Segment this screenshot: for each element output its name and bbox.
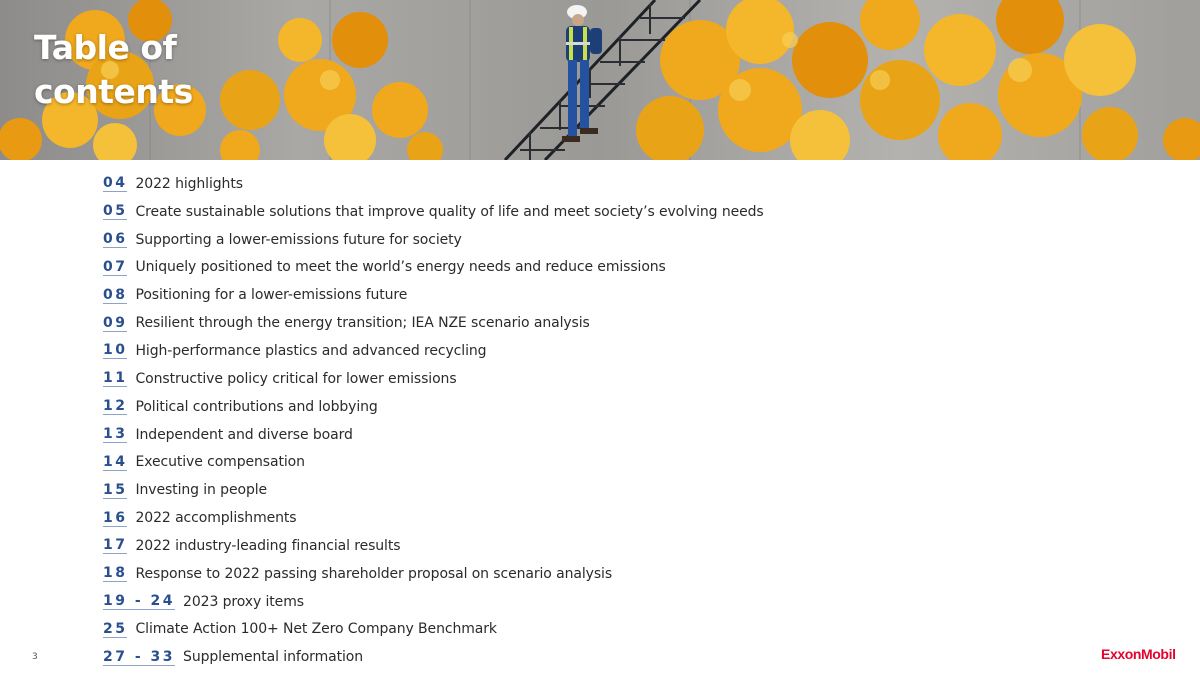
toc-item-label: 2022 industry-leading financial results bbox=[135, 537, 401, 554]
toc-item-label: High-performance plastics and advanced recycling bbox=[135, 342, 487, 359]
toc-item[interactable] bbox=[103, 560, 764, 588]
toc-item-label: Independent and diverse board bbox=[135, 426, 353, 443]
table-of-contents bbox=[103, 170, 764, 671]
toc-item[interactable] bbox=[103, 337, 764, 365]
toc-page-number: 10 bbox=[103, 342, 128, 359]
toc-item-label: Uniquely positioned to meet the world’s energy needs and reduce emissions bbox=[135, 259, 666, 276]
toc-item[interactable] bbox=[103, 448, 764, 476]
toc-page-number: 12 bbox=[103, 398, 128, 415]
toc-page-number: 18 bbox=[103, 565, 128, 582]
toc-item-label: 2023 proxy items bbox=[183, 593, 304, 610]
page-title-line-2: contents bbox=[34, 72, 193, 111]
toc-item[interactable] bbox=[103, 254, 764, 282]
toc-item[interactable] bbox=[103, 365, 764, 393]
worker-figure bbox=[562, 5, 602, 142]
toc-page-number: 07 bbox=[103, 258, 128, 275]
toc-item[interactable] bbox=[103, 504, 764, 532]
toc-item-label: Constructive policy critical for lower emissions bbox=[135, 370, 457, 387]
toc-page-number: 13 bbox=[103, 426, 128, 443]
toc-item-label: Supporting a lower-emissions future for society bbox=[135, 231, 462, 248]
toc-item-label: Create sustainable solutions that improve quality of life and meet society’s evolving needs bbox=[135, 203, 764, 220]
toc-item-label: Executive compensation bbox=[135, 454, 305, 471]
toc-page-number: 17 bbox=[103, 537, 128, 554]
toc-page-number: 15 bbox=[103, 481, 128, 498]
toc-item[interactable] bbox=[103, 616, 764, 644]
hero-photo bbox=[0, 0, 1200, 160]
page-title bbox=[34, 26, 193, 114]
toc-item[interactable] bbox=[103, 393, 764, 421]
toc-page-number: 25 bbox=[103, 620, 128, 637]
toc-page-number: 08 bbox=[103, 286, 128, 303]
toc-item[interactable] bbox=[103, 532, 764, 560]
page-title-line-1: Table of bbox=[34, 28, 177, 67]
toc-page-number: 16 bbox=[103, 509, 128, 526]
toc-item[interactable] bbox=[103, 421, 764, 449]
exxonmobil-logo: ExxonMobil bbox=[1101, 646, 1176, 662]
toc-page-number: 04 bbox=[103, 175, 128, 192]
toc-item-label: Investing in people bbox=[135, 482, 268, 499]
toc-item[interactable] bbox=[103, 226, 764, 254]
toc-item-label: Climate Action 100+ Net Zero Company Benchmark bbox=[135, 621, 497, 638]
toc-page-number: 14 bbox=[103, 453, 128, 470]
toc-page-number: 19 - 24 bbox=[103, 593, 176, 610]
toc-item[interactable] bbox=[103, 643, 764, 671]
toc-item[interactable] bbox=[103, 309, 764, 337]
page-number: 3 bbox=[32, 652, 38, 662]
toc-page-number: 27 - 33 bbox=[103, 648, 176, 665]
toc-item-label: Positioning for a lower-emissions future bbox=[135, 287, 408, 304]
toc-item[interactable] bbox=[103, 170, 764, 198]
toc-item-label: 2022 accomplishments bbox=[135, 510, 297, 527]
toc-item[interactable] bbox=[103, 198, 764, 226]
toc-item[interactable] bbox=[103, 281, 764, 309]
toc-item-label: Supplemental information bbox=[183, 649, 364, 666]
toc-item-label: Political contributions and lobbying bbox=[135, 398, 378, 415]
toc-page-number: 11 bbox=[103, 370, 128, 387]
toc-item[interactable] bbox=[103, 588, 764, 616]
toc-item-label: Resilient through the energy transition; IEA NZE scenario analysis bbox=[135, 315, 590, 332]
toc-item[interactable] bbox=[103, 476, 764, 504]
toc-item-label: 2022 highlights bbox=[135, 175, 243, 192]
toc-page-number: 09 bbox=[103, 314, 128, 331]
toc-page-number: 06 bbox=[103, 231, 128, 248]
toc-item-label: Response to 2022 passing shareholder proposal on scenario analysis bbox=[135, 565, 613, 582]
toc-page-number: 05 bbox=[103, 203, 128, 220]
